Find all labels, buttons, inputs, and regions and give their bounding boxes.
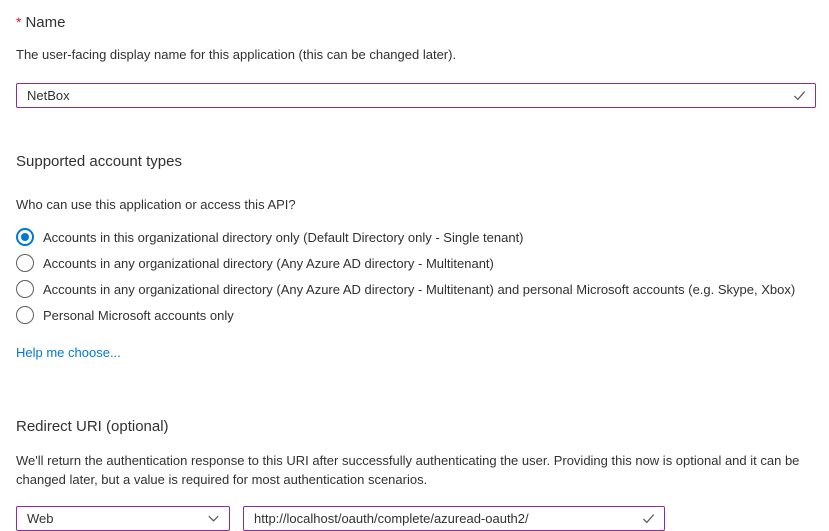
radio-button[interactable] bbox=[16, 254, 34, 272]
redirect-uri-section bbox=[16, 417, 816, 531]
redirect-uri-input[interactable] bbox=[254, 511, 641, 526]
radio-option-multitenant[interactable] bbox=[16, 250, 816, 276]
radio-label: Accounts in this organizational directory only (Default Directory only - Single tenant) bbox=[43, 229, 524, 245]
name-input[interactable] bbox=[27, 88, 792, 103]
radio-label: Personal Microsoft accounts only bbox=[43, 307, 234, 323]
supported-account-types-title: Supported account types bbox=[16, 153, 182, 170]
radio-option-multitenant-personal[interactable] bbox=[16, 276, 816, 302]
account-types-radio-group bbox=[16, 224, 816, 328]
checkmark-icon bbox=[641, 511, 656, 526]
chevron-down-icon bbox=[206, 511, 221, 526]
radio-button[interactable] bbox=[16, 228, 34, 246]
redirect-uri-row bbox=[16, 506, 816, 531]
name-input-container bbox=[16, 83, 816, 108]
radio-label: Accounts in any organizational directory (Any Azure AD directory - Multitenant) and personal Microsoft accounts (e.g. Skype, Xbox) bbox=[43, 281, 796, 297]
required-asterisk: * bbox=[16, 14, 22, 30]
redirect-uri-description: We'll return the authentication response to this URI after successfully authenticating the user. Providing this now is optional and it can be changed later, but a value is required for most authentication scenarios. bbox=[16, 453, 800, 487]
platform-select-value: Web bbox=[27, 511, 54, 526]
name-title-text: Name bbox=[25, 14, 66, 31]
redirect-uri-input-container bbox=[243, 506, 665, 531]
account-types-question: Who can use this application or access this API? bbox=[16, 197, 296, 212]
platform-select[interactable] bbox=[16, 506, 230, 531]
redirect-uri-title: Redirect URI (optional) bbox=[16, 418, 169, 435]
spacer bbox=[16, 108, 816, 152]
help-me-choose-link[interactable]: Help me choose... bbox=[16, 345, 121, 360]
name-section bbox=[16, 12, 816, 108]
spacer bbox=[16, 362, 816, 417]
radio-label: Accounts in any organizational directory (Any Azure AD directory - Multitenant) bbox=[43, 255, 494, 271]
radio-button[interactable] bbox=[16, 306, 34, 324]
checkmark-icon bbox=[792, 88, 807, 103]
radio-option-single-tenant[interactable] bbox=[16, 224, 816, 250]
radio-option-personal-only[interactable] bbox=[16, 302, 816, 328]
name-description: The user-facing display name for this application (this can be changed later). bbox=[16, 47, 457, 62]
radio-button[interactable] bbox=[16, 280, 34, 298]
supported-account-types-section bbox=[16, 152, 816, 362]
name-section-title bbox=[16, 12, 816, 33]
